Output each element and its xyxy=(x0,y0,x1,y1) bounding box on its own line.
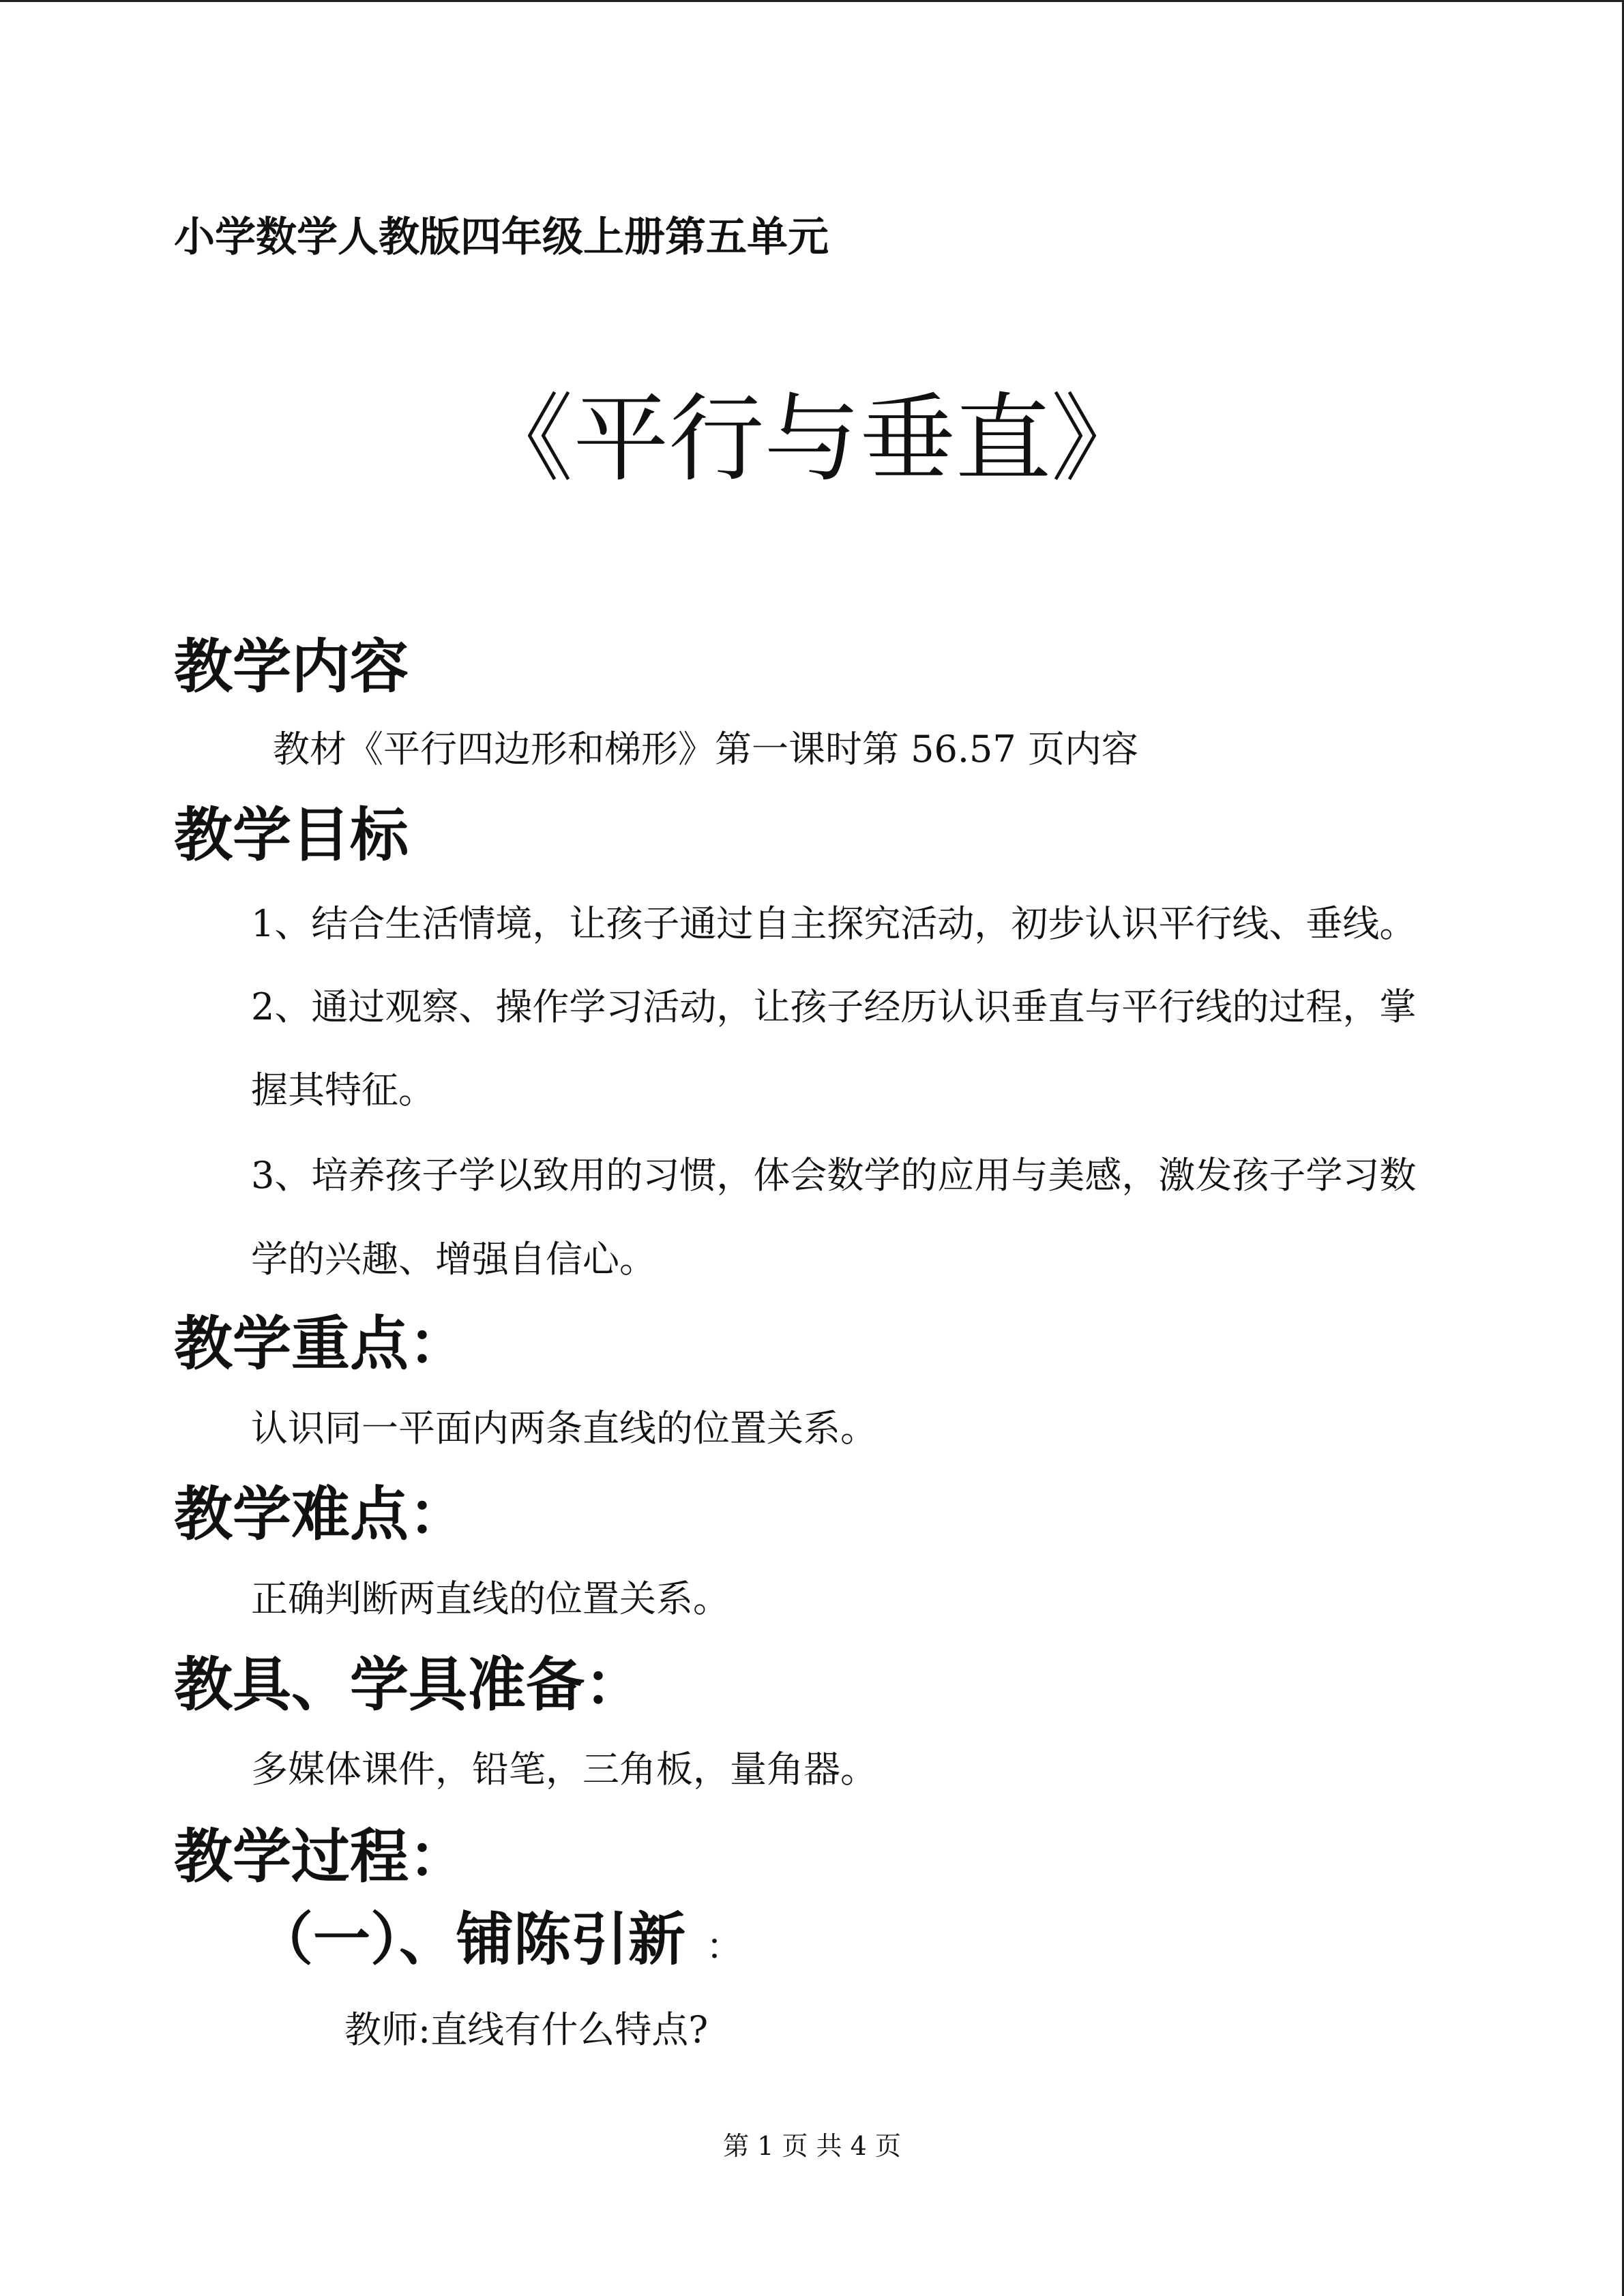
subsection-title: （一）、铺陈引新 xyxy=(256,1906,686,1973)
section-heading-content: 教学内容 xyxy=(174,633,409,701)
section-heading-materials: 教具、学具准备： xyxy=(174,1651,643,1719)
goal-line-2: 2、通过观察、操作学习活动，让孩子经历认识垂直与平行线的过程，掌 xyxy=(251,985,1417,1028)
goal-line-1: 1、结合生活情境，让孩子通过自主探究活动，初步认识平行线、垂线。 xyxy=(251,902,1417,945)
teacher-question: 教师:直线有什么特点? xyxy=(344,2008,709,2051)
goal-line-4: 3、培养孩子学以致用的习惯，体会数学的应用与美感，激发孩子学习数 xyxy=(251,1154,1417,1197)
top-border xyxy=(0,0,1624,2)
section-heading-goals: 教学目标 xyxy=(174,801,409,869)
page-footer: 第 1 页 共 4 页 xyxy=(723,2131,901,2161)
goal-line-3: 握其特征。 xyxy=(251,1069,435,1112)
section-heading-process: 教学过程： xyxy=(174,1823,467,1891)
materials-line: 多媒体课件，铅笔，三角板，量角器。 xyxy=(251,1748,877,1791)
document-subtitle: 小学数学人教版四年级上册第五单元 xyxy=(174,213,829,261)
content-line-1: 教材《平行四边形和梯形》第一课时第 56.57 页内容 xyxy=(273,728,1138,771)
key-point-line: 认识同一平面内两条直线的位置关系。 xyxy=(251,1407,877,1450)
subsection-colon: ： xyxy=(706,1925,743,1968)
document-title: 《平行与垂直》 xyxy=(477,384,1147,495)
subsection-heading xyxy=(256,1906,743,1973)
difficulty-line: 正确判断两直线的位置关系。 xyxy=(251,1577,730,1620)
section-heading-difficulties: 教学难点： xyxy=(174,1480,467,1549)
goal-line-5: 学的兴趣、增强自信心。 xyxy=(251,1238,656,1281)
section-heading-key-points: 教学重点： xyxy=(174,1310,467,1378)
